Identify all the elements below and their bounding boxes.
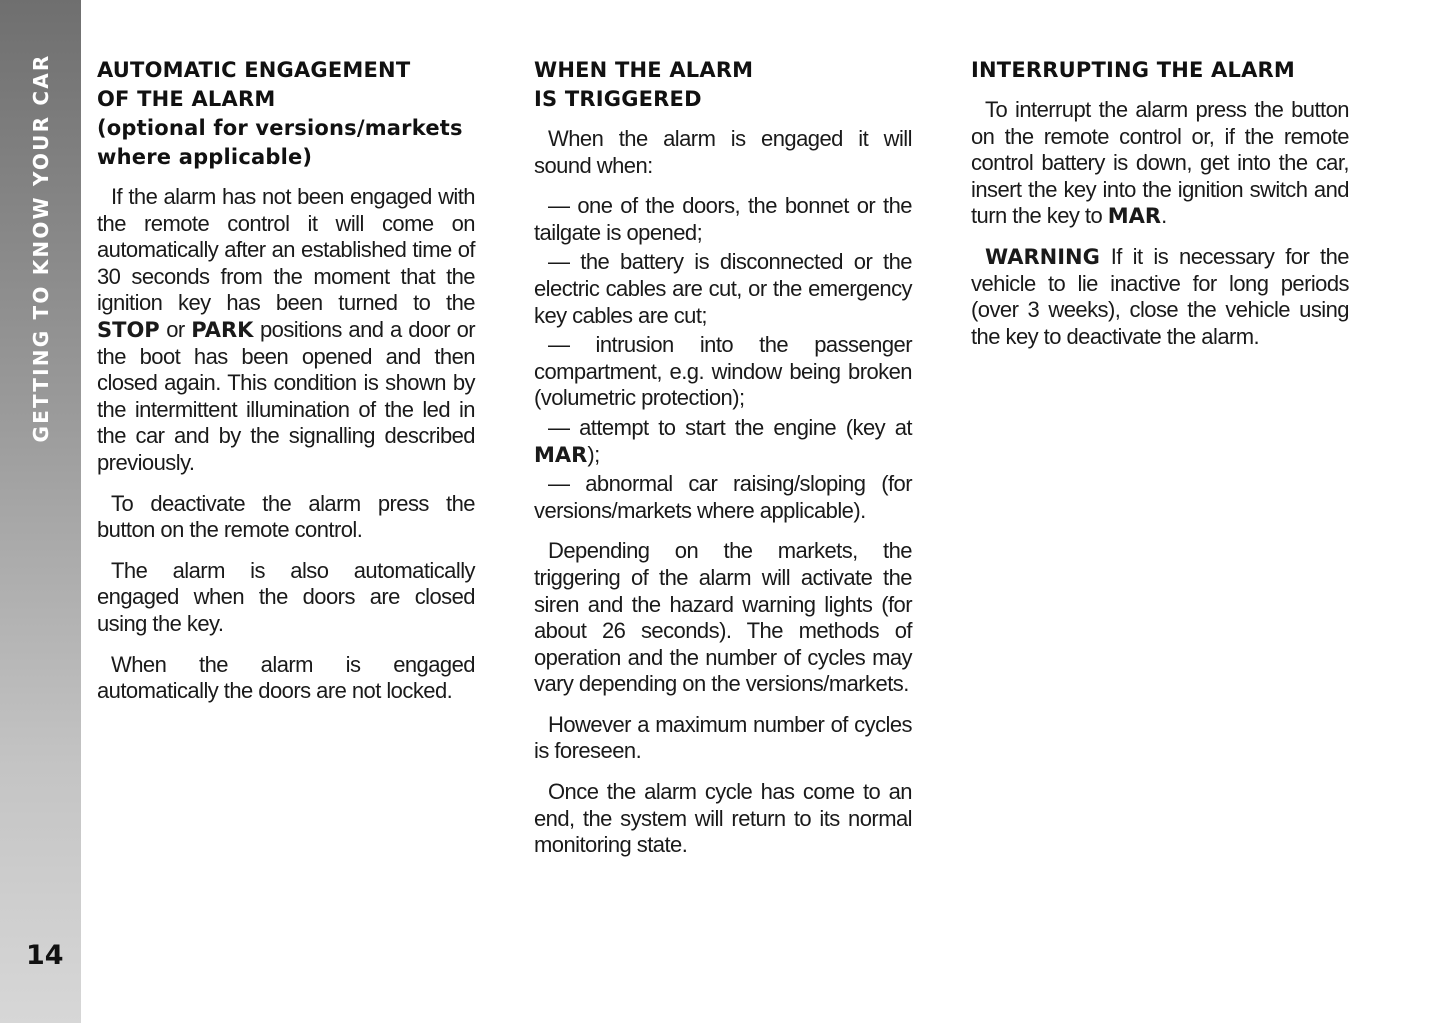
heading-line: OF THE ALARM bbox=[97, 87, 276, 111]
list-item: — attempt to start the engine (key at MAR); bbox=[534, 414, 912, 467]
column-automatic-engagement bbox=[97, 56, 475, 719]
paragraph-deactivate: To deactivate the alarm press the button on the remote control. bbox=[97, 490, 475, 543]
paragraph-doors-not-locked: When the alarm is engaged automatically the doors are not locked. bbox=[97, 651, 475, 704]
paragraph-interrupt: To interrupt the alarm press the button on the remote control or, if the remote control battery is down, get into the car, insert the key into the ignition switch and turn the key to MAR. bbox=[971, 97, 1349, 229]
list-item: — the battery is disconnected or the electric cables are cut, or the emergency key cables are cut; bbox=[534, 249, 912, 328]
heading-line: IS TRIGGERED bbox=[534, 87, 702, 111]
section-title: GETTING TO KNOW YOUR CAR bbox=[29, 53, 53, 443]
paragraph-triggering: Depending on the markets, the triggering of the alarm will activate the siren and the hazard warning lights (for about 26 seconds). The methods of operation and the number of cycles may vary depending on the versions/markets. bbox=[534, 538, 912, 697]
key-position-mar: MAR bbox=[534, 442, 588, 467]
key-position-mar: MAR bbox=[1107, 204, 1162, 229]
heading-line: INTERRUPTING THE ALARM bbox=[971, 58, 1296, 82]
side-tab bbox=[0, 0, 81, 1023]
paragraph-max-cycles: However a maximum number of cycles is foreseen. bbox=[534, 711, 912, 764]
paragraph-key-engage: The alarm is also automatically engaged when the doors are closed using the key. bbox=[97, 557, 475, 636]
heading-interrupting-alarm bbox=[971, 56, 1349, 85]
column-interrupting-alarm bbox=[971, 56, 1349, 364]
warning-label: WARNING bbox=[985, 244, 1100, 269]
heading-line: AUTOMATIC ENGAGEMENT bbox=[97, 58, 411, 82]
key-position-stop: STOP bbox=[97, 317, 160, 342]
heading-line: WHEN THE ALARM bbox=[534, 58, 754, 82]
paragraph-intro: When the alarm is engaged it will sound when: bbox=[534, 126, 912, 178]
heading-line: where applicable) bbox=[97, 145, 313, 169]
page-number: 14 bbox=[26, 940, 64, 971]
list-item: — abnormal car raising/sloping (for versions/markets where applicable). bbox=[534, 471, 912, 523]
column-alarm-triggered bbox=[534, 56, 912, 873]
warning-paragraph: WARNING If it is necessary for the vehicle to lie inactive for long periods (over 3 weeks), close the vehicle using the key to deactivate the alarm. bbox=[971, 243, 1349, 349]
heading-alarm-triggered bbox=[534, 56, 912, 114]
list-item: — intrusion into the passenger compartment, e.g. window being broken (volumetric protection); bbox=[534, 332, 912, 411]
heading-line: (optional for versions/markets bbox=[97, 116, 463, 140]
list-item: — one of the doors, the bonnet or the tailgate is opened; bbox=[534, 193, 912, 245]
key-position-park: PARK bbox=[191, 317, 254, 342]
paragraph-auto-engage: If the alarm has not been engaged with the remote control it will come on automatically after an established time of 30 seconds from the moment that the ignition key has been turned to the STOP or PARK positions and a door or the boot has been opened and then closed again. This condition is shown by the intermittent illumination of the led in the car and by the signalling described previously. bbox=[97, 184, 476, 475]
paragraph-cycle-end: Once the alarm cycle has come to an end, the system will return to its normal monitoring state. bbox=[534, 779, 912, 858]
heading-automatic-engagement bbox=[97, 56, 475, 172]
